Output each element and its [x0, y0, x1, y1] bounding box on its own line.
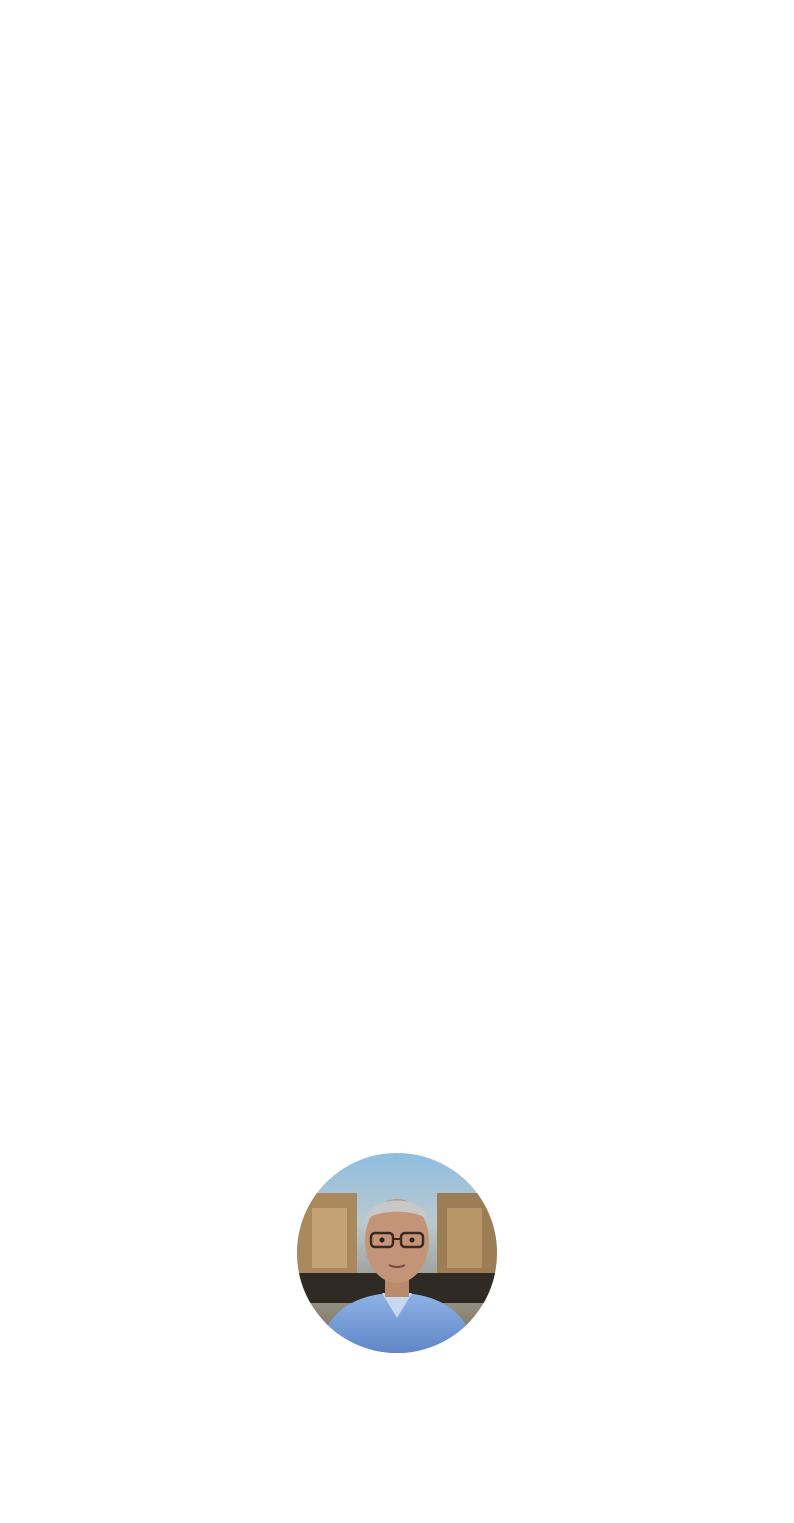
avatar-photo	[297, 1153, 497, 1353]
author-avatar	[297, 1153, 497, 1353]
